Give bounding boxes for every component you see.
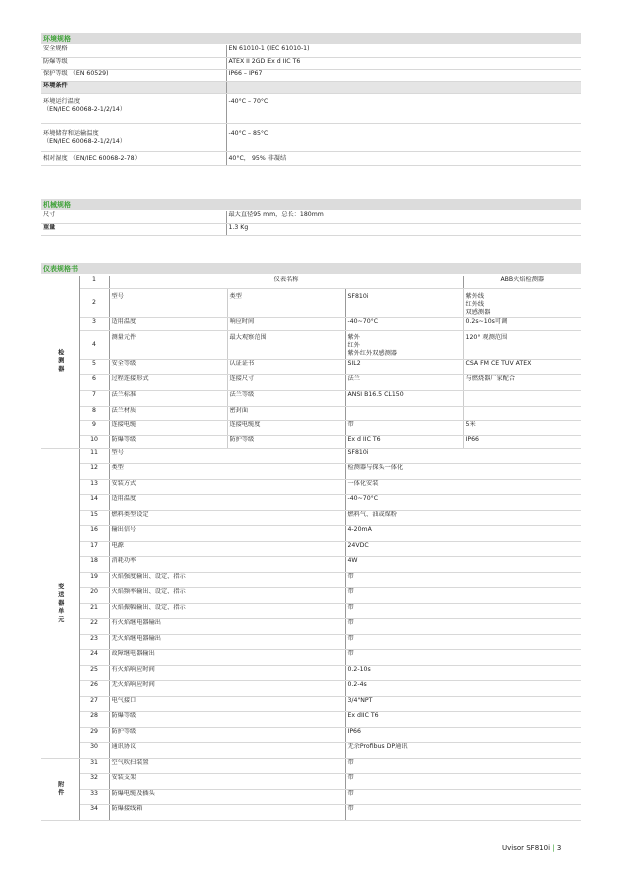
table-row: 5 安全等级 认证证书 SIL2 CSA FM CE TUV ATEX [41,359,581,374]
table-row: 33 防爆电缆及插头 带 [41,789,581,805]
table-row: 28 防爆等级 Ex dIIC T6 [41,712,581,728]
table-row: 22 有火焰继电器输出 带 [41,619,581,635]
table-row: 12 类型 检测器与探头一体化 [41,464,581,480]
page-footer [502,844,561,852]
group-label-detector: 检测器 [41,276,79,448]
mech-section-title: 机械规格 [41,199,581,211]
table-row: 27 电气接口 3/4"NPT [41,696,581,712]
table-row: 安全规格 EN 61010-1 (IEC 61010-1) [41,45,581,57]
table-row: 3 适用温度 响应时间 -40~70°C 0.2s~10s可调 [41,317,581,330]
spec-section-title: 仪表规格书 [41,263,581,275]
table-row: 4 测量元件 最大观察范围 紫外 红外 紫外红外双感测器 120° 观测范围 [41,330,581,359]
table-row: 附件 31 空气吹扫装置 带 [41,758,581,774]
table-row: 防爆等级 ATEX II 2GD Ex d IIC T6 [41,57,581,69]
table-row: 20 火焰频率输出、设定、指示 带 [41,588,581,604]
table-row: 6 过程连接形式 连接尺寸 法兰 与燃烧器厂家配合 [41,374,581,390]
table-row: 15 燃料类型设定 燃料气、油或煤粉 [41,510,581,526]
table-row: 重量 1.3 Kg [41,223,581,235]
table-row: 29 防护等级 IP66 [41,727,581,743]
table-row: 7 法兰标准 法兰等级 ANSI B16.5 CL150 [41,390,581,406]
table-row: 10 防爆等级 防护等级 Ex d IIC T6 IP66 [41,435,581,448]
table-row: 环境储存和运输温度 （EN/IEC 60068-2-1/2/14） -40°C – 85°C [41,123,581,151]
table-row: 16 输出信号 4-20mA [41,526,581,542]
table-row: 23 无火焰继电器输出 带 [41,634,581,650]
table-row: 24 故障继电器输出 带 [41,650,581,666]
product-name: Uvisor SF810i [502,844,551,852]
table-row: 14 适用温度 -40~70°C [41,495,581,511]
footer-separator: | [552,844,555,852]
table-row: 尺寸 最大直径95 mm，总长：180mm [41,211,581,223]
env-section-title: 环境规格 [41,33,581,45]
instrument-spec-table [41,276,581,821]
table-row: 21 火焰振幅输出、设定、指示 带 [41,603,581,619]
table-row: 34 防爆接线箱 带 [41,805,581,821]
table-row: 相对湿度 （EN/IEC 60068-2-78） 40°C， 95% 非凝结 [41,151,581,165]
table-row: 保护等级 （EN 60529) IP66 – IP67 [41,69,581,81]
table-row: 环境条件 [41,81,581,93]
table-row: 19 火焰强度输出、设定、指示 带 [41,572,581,588]
table-row: 9 连接电缆 连接电缆度 带 5米 [41,420,581,435]
table-row: 18 消耗功率 4W [41,557,581,573]
group-label-accessory: 附件 [41,758,79,820]
table-row: 变送器单元 11 型号 SF810i [41,448,581,464]
mech-spec-table [41,211,581,236]
table-row: 25 有火焰响应时间 0.2-10s [41,665,581,681]
table-row: 30 通讯协议 无余Profibus DP通讯 [41,743,581,759]
table-row: 环境运行温度 （EN/IEC 60068-2-1/2/14） -40°C – 70°C [41,93,581,123]
table-row: 检测器 1 仪表名称 ABB火焰检测器 [41,276,581,288]
table-row: 2 型号 类型 SF810i 紫外线 红外线 双感测器 [41,288,581,317]
env-spec-table [41,45,581,166]
table-row: 32 安装支架 带 [41,774,581,790]
table-row: 8 法兰材质 密封面 [41,406,581,420]
group-label-transmitter: 变送器单元 [41,448,79,758]
table-row: 26 无火焰响应时间 0.2-4s [41,681,581,697]
table-row: 13 安装方式 一体化安装 [41,479,581,495]
page-number: 3 [556,844,562,852]
table-row: 17 电源 24VDC [41,541,581,557]
